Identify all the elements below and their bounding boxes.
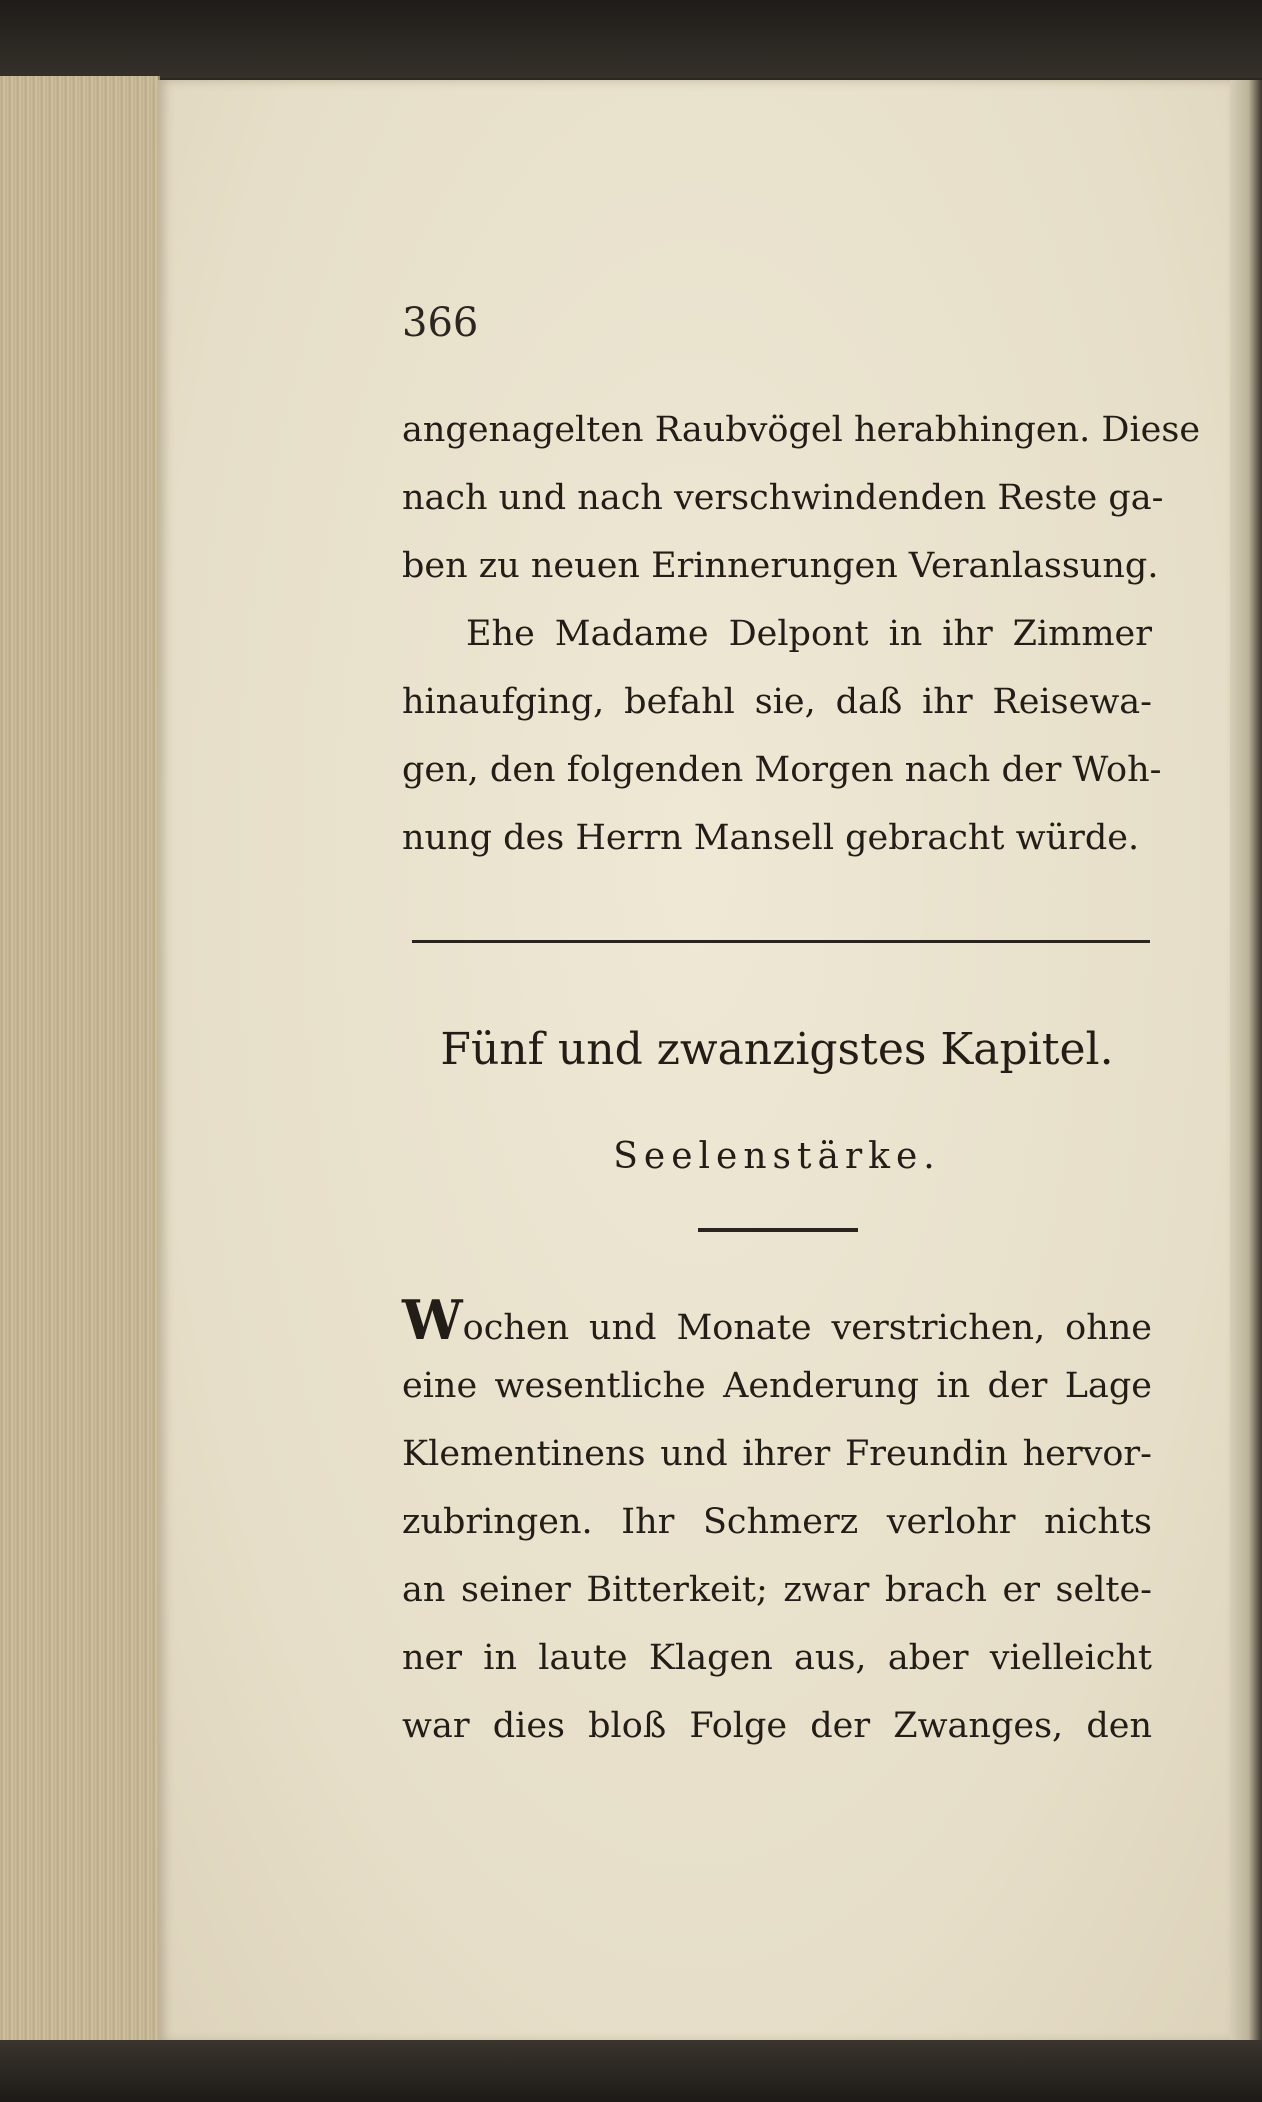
book-page-edges	[0, 76, 160, 2046]
text-line: Klementinens und ihrer Freundin hervor-	[402, 1434, 1152, 1474]
text-line: nach und nach verschwindenden Reste ga-	[402, 478, 1164, 518]
text-line: Ehe Madame Delpont in ihr Zimmer	[466, 614, 1152, 654]
text-line-first	[402, 1288, 1152, 1352]
text-line: ner in laute Klagen aus, aber vielleicht	[402, 1638, 1152, 1678]
drop-cap: W	[402, 1288, 463, 1352]
book-right-edge	[1228, 80, 1262, 2040]
paragraph-bottom	[402, 1288, 1152, 1768]
text-line: nung des Herrn Mansell gebracht würde.	[402, 818, 1140, 858]
text-line: zubringen. Ihr Schmerz verlohr nichts	[402, 1502, 1152, 1542]
subtitle-divider	[698, 1228, 858, 1232]
text-line: ben zu neuen Erinnerungen Veranlassung.	[402, 546, 1159, 586]
text-line: angenagelten Raubvögel herabhingen. Diese	[402, 410, 1201, 450]
text-line: gen, den folgenden Morgen nach der Woh-	[402, 750, 1162, 790]
chapter-title: Fünf und zwanzigstes Kapitel.	[440, 1024, 1114, 1075]
text-line: eine wesentliche Aenderung in der Lage	[402, 1366, 1152, 1406]
paragraph-top	[402, 410, 1201, 870]
section-divider	[412, 940, 1150, 943]
text-line: war dies bloß Folge der Zwanges, den	[402, 1706, 1152, 1746]
text-line: an seiner Bitterkeit; zwar brach er selte-	[402, 1570, 1152, 1610]
page-number: 366	[402, 300, 479, 346]
scan-top-background	[0, 0, 1262, 78]
first-line-text: ochen und Monate verstrichen, ohne	[462, 1308, 1152, 1348]
scan-bottom-background	[0, 2040, 1262, 2102]
chapter-subtitle: Seelenstärke.	[613, 1136, 941, 1177]
text-line: hinaufging, befahl sie, daß ihr Reisewa-	[402, 682, 1152, 722]
